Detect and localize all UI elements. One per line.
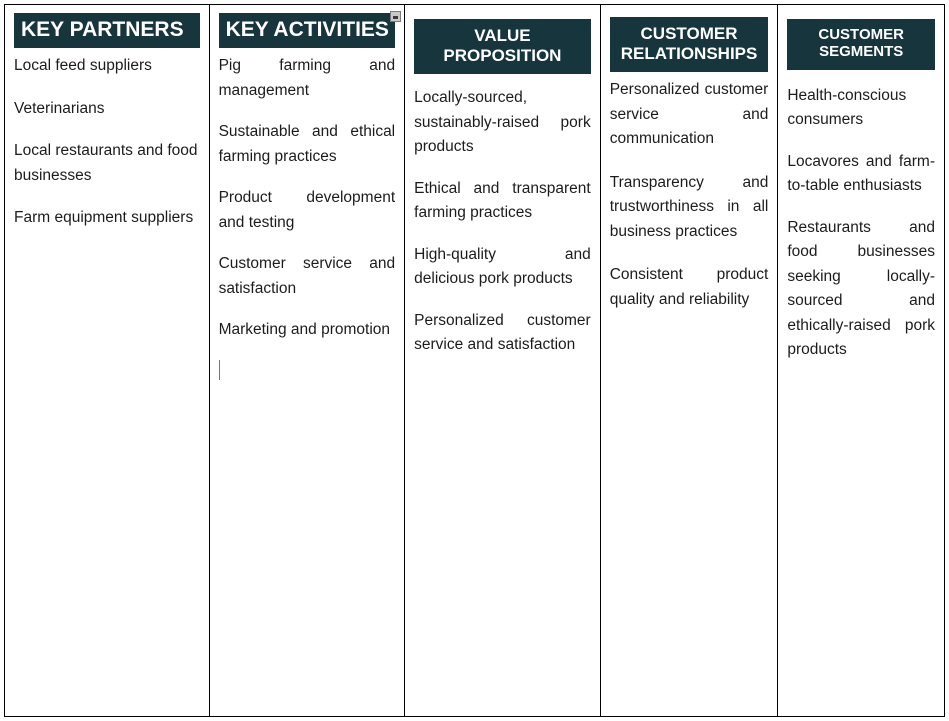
list-item: Sustainable and ethical farming practices (218, 123, 396, 165)
column-content-customer-segments (787, 84, 935, 363)
list-item: Personalized customer service and satisfaction (414, 311, 591, 354)
canvas-column-customer-segments (778, 5, 944, 716)
list-item: Product development and testing (218, 189, 396, 231)
column-content-value-proposition (414, 86, 591, 357)
canvas-column-key-activities (210, 5, 406, 716)
list-item: Local restaurants and food businesses (14, 142, 198, 184)
list-item: Farm equipment suppliers (14, 209, 194, 227)
list-item: Local feed suppliers (14, 57, 152, 75)
list-item: Restaurants and food businesses seeking locally-sourced and ethically-raised pork products (787, 218, 935, 359)
column-content-customer-relationships (610, 78, 769, 312)
list-item: Ethical and transparent farming practices (414, 179, 591, 222)
list-item: Consistent product quality and reliability (609, 266, 769, 308)
list-item: High-quality and delicious pork products (414, 245, 591, 288)
list-item: Personalized customer service and communication (609, 81, 769, 148)
list-item: Health-conscious consumers (787, 86, 907, 129)
list-item: Veterinarians (14, 99, 105, 117)
column-header-value-proposition: VALUE PROPOSITION (414, 19, 591, 74)
canvas-column-key-partners (5, 5, 210, 716)
column-header-customer-relationships: CUSTOMER RELATIONSHIPS (610, 17, 769, 72)
canvas-column-value-proposition (405, 5, 601, 716)
canvas-column-customer-relationships (601, 5, 779, 716)
text-cursor-caret (219, 360, 220, 380)
column-header-key-activities: KEY ACTIVITIES (219, 13, 396, 48)
list-item: Marketing and promotion (218, 321, 391, 339)
business-model-canvas-table (4, 4, 945, 717)
list-item: Transparency and trustworthiness in all business practices (609, 173, 769, 240)
list-item: Locavores and farm-to-table enthusiasts (787, 152, 935, 195)
column-content-key-activities[interactable] (219, 54, 396, 379)
column-header-customer-segments: CUSTOMER SEGMENTS (787, 19, 935, 70)
list-item: Locally-sourced, sustainably-raised pork products (414, 89, 591, 156)
column-content-key-partners (14, 54, 200, 230)
resize-handle-icon[interactable] (390, 11, 401, 22)
list-item: Customer service and satisfaction (218, 255, 396, 297)
column-header-key-partners: KEY PARTNERS (14, 13, 200, 48)
list-item: Pig farming and management (218, 57, 396, 99)
